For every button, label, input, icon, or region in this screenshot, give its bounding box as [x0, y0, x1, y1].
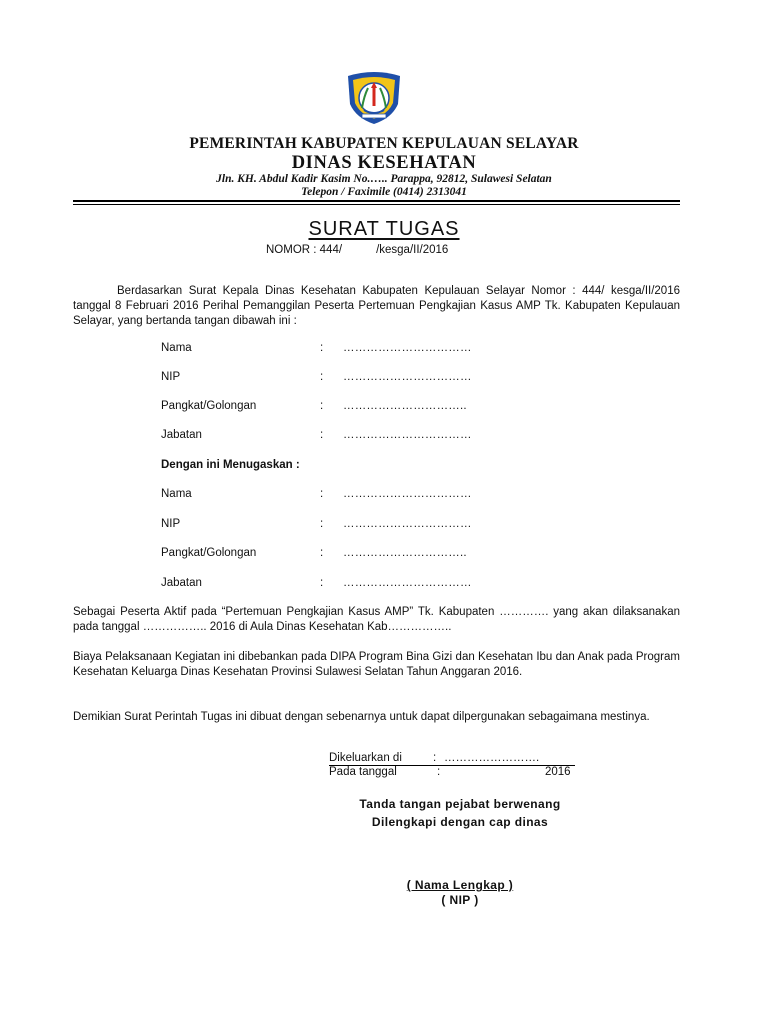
regency-emblem-icon	[342, 70, 406, 126]
assignee-position-colon: :	[320, 577, 324, 589]
signatory-name-text: ( Nama Lengkap )	[406, 878, 514, 892]
signer-position-value: ……………………………	[343, 429, 472, 441]
signer-nip-colon: :	[320, 371, 324, 383]
assignee-nip-colon: :	[320, 518, 324, 530]
issue-place-value: …………………….	[444, 752, 540, 764]
signatory-name	[300, 878, 620, 892]
intro-paragraph: Berdasarkan Surat Kepala Dinas Kesehatan Kabupaten Kepulauan Selayar Nomor : 444/ kesga/II/2016 tanggal 8 Februari 2016 Perihal Pemanggilan Peserta Pertemuan Pengkajian Kasus AMP Tk. Kabupaten Kepulauan Selayar, yang bertanda tangan dibawah ini :	[73, 285, 680, 327]
document-number	[266, 244, 448, 256]
signer-position-colon: :	[320, 429, 324, 441]
signature-instruction-1: Tanda tangan pejabat berwenang	[359, 797, 561, 811]
assignee-nip-label: NIP	[161, 518, 181, 530]
government-name: PEMERINTAH KABUPATEN KEPULAUAN SELAYAR	[189, 135, 579, 152]
department-name: DINAS KESEHATAN	[291, 153, 477, 173]
signer-rank-label: Pangkat/Golongan	[161, 400, 257, 412]
signer-position-label: Jabatan	[161, 429, 202, 441]
signer-nip-value: ……………………………	[343, 371, 472, 383]
participant-paragraph: Sebagai Peserta Aktif pada “Pertemuan Pengkajian Kasus AMP” Tk. Kabupaten …………. yang akan dilaksanakan pada tanggal …………….. 2016 di Aula Dinas Kesehatan Kab……………..	[73, 606, 680, 633]
assignee-position-value: ……………………………	[343, 577, 472, 589]
document-number-prefix: NOMOR : 444/	[266, 244, 343, 256]
assignee-rank-colon: :	[320, 547, 324, 559]
funding-paragraph: Biaya Pelaksanaan Kegiatan ini dibebankan pada DIPA Program Bina Gizi dan Kesehatan Ibu dan Anak pada Program Kesehatan Keluarga Dinas Kesehatan Provinsi Sulawesi Selatan Tahun Anggaran 2016.	[73, 651, 680, 678]
signer-nip-label: NIP	[161, 371, 181, 383]
assignee-nip-value: ……………………………	[343, 518, 472, 530]
signer-name-value: ……………………………	[343, 342, 472, 354]
issue-place-label: Dikeluarkan di	[329, 752, 402, 764]
issue-place-underline	[329, 765, 575, 766]
assignee-rank-value: …………………………..	[343, 547, 467, 559]
assignee-name-value: ……………………………	[343, 488, 472, 500]
assignee-rank-label: Pangkat/Golongan	[161, 547, 257, 559]
document-number-suffix: /kesga/II/2016	[376, 244, 449, 256]
issue-place-colon: :	[433, 752, 437, 764]
issue-date-colon: :	[437, 766, 441, 778]
signer-rank-value: …………………………..	[343, 400, 467, 412]
signer-rank-colon: :	[320, 400, 324, 412]
assignee-name-colon: :	[320, 488, 324, 500]
assignee-position-label: Jabatan	[161, 577, 202, 589]
issue-date-value: 2016	[545, 766, 571, 778]
signer-name-label: Nama	[161, 342, 192, 354]
issue-date-label: Pada tanggal	[329, 766, 397, 778]
office-phone: Telepon / Faximile (0414) 2313041	[301, 186, 467, 198]
letterhead-rule-thick	[73, 200, 680, 202]
closing-paragraph: Demikian Surat Perintah Tugas ini dibuat dengan sebenarnya untuk dapat dilpergunakan sebagaimana mestinya.	[73, 711, 650, 723]
document-title-text: SURAT TUGAS	[308, 218, 460, 240]
document-title	[184, 218, 584, 241]
signatory-nip: ( NIP )	[441, 893, 479, 907]
assignment-heading: Dengan ini Menugaskan :	[161, 459, 300, 471]
office-address: Jln. KH. Abdul Kadir Kasim No.….. Parappa, 92812, Sulawesi Selatan	[216, 173, 552, 185]
signer-name-colon: :	[320, 342, 324, 354]
assignee-name-label: Nama	[161, 488, 192, 500]
signature-instruction-2: Dilengkapi dengan cap dinas	[371, 815, 549, 829]
letterhead-rule-thin	[73, 204, 680, 205]
